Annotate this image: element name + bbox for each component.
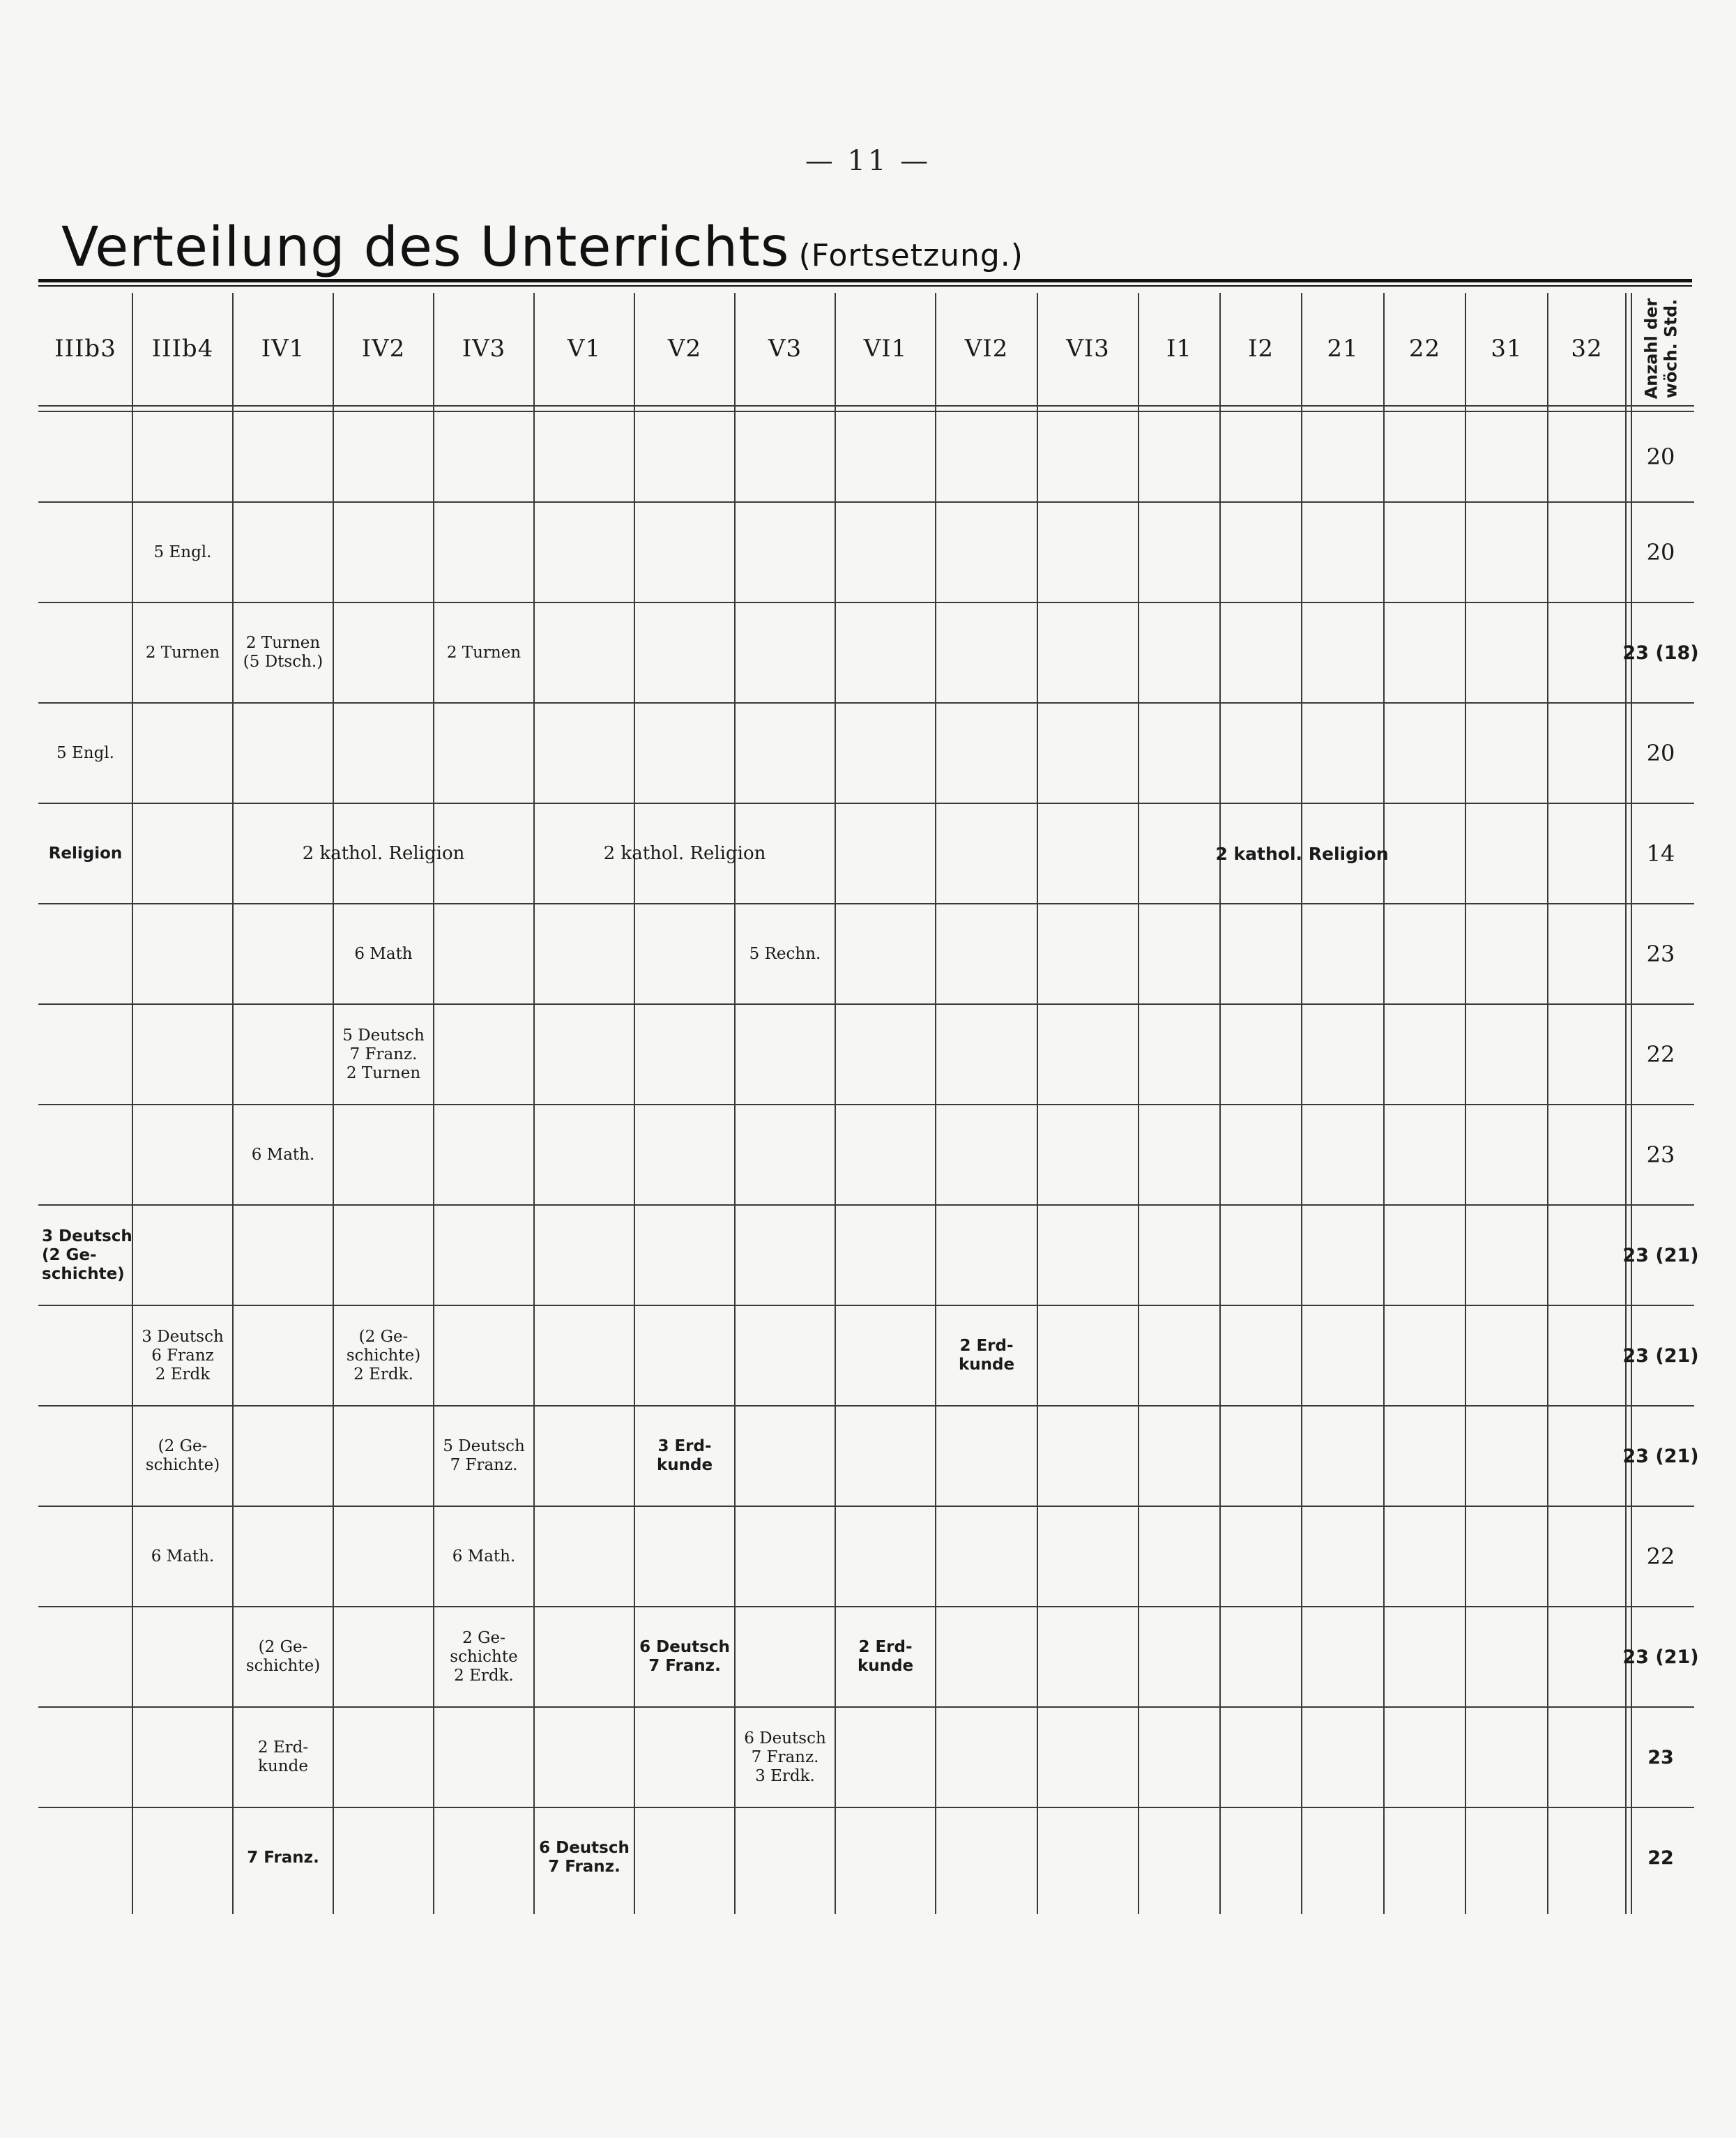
- row-total: 23 (21): [1622, 1445, 1699, 1467]
- title-rule-thin: [38, 285, 1692, 287]
- table-cell: 2 kathol. Religion: [1215, 843, 1389, 864]
- col-header-total-label: Anzahl der wöch. Std.: [1641, 298, 1681, 400]
- table-cell: 2 Turnen: [446, 643, 521, 662]
- title-rule-thick: [38, 279, 1692, 282]
- col-header-total: [1633, 293, 1689, 404]
- row-total: 20: [1646, 443, 1675, 470]
- row-total: 22: [1646, 1041, 1675, 1068]
- table-cell: 6 Math.: [151, 1547, 215, 1565]
- page-title: [61, 216, 1023, 279]
- table-cell: 2 Erd- kunde: [958, 1337, 1015, 1374]
- col-header: IIIb3: [54, 335, 116, 363]
- col-header: VI2: [964, 335, 1009, 363]
- col-header: V3: [768, 335, 802, 363]
- row-total: 23 (21): [1622, 1244, 1699, 1266]
- col-header: IIIb4: [151, 335, 214, 363]
- col-header: IV3: [462, 335, 506, 363]
- page-number: — 11 —: [805, 145, 931, 177]
- col-header: I2: [1247, 335, 1274, 363]
- table-cell: 5 Deutsch 7 Franz. 2 Turnen: [342, 1026, 425, 1082]
- table-cell: 6 Deutsch 7 Franz.: [539, 1839, 630, 1876]
- table-cell: 3 Deutsch (2 Ge- schichte): [42, 1227, 132, 1283]
- table-cell: 5 Deutsch 7 Franz.: [443, 1437, 525, 1474]
- table-cell: 5 Engl.: [153, 543, 212, 561]
- table-cell: 3 Deutsch 6 Franz 2 Erdk: [142, 1327, 224, 1383]
- table-cell: 6 Math.: [452, 1547, 516, 1565]
- title-subtitle: (Fortsetzung.): [798, 238, 1023, 273]
- table-cell: 2 kathol. Religion: [603, 842, 766, 864]
- table-cell: 6 Deutsch 7 Franz.: [639, 1638, 730, 1675]
- table-cell: 2 Erd- kunde: [857, 1638, 914, 1675]
- row-total: 14: [1646, 840, 1675, 867]
- row-total: 20: [1646, 539, 1675, 566]
- row-total: 23 (21): [1622, 1344, 1699, 1367]
- table-cell: 2 Erd- kunde: [257, 1738, 309, 1775]
- col-header: I1: [1166, 335, 1193, 363]
- col-header: 31: [1491, 335, 1523, 363]
- col-header: V2: [667, 335, 702, 363]
- table-cell: 2 kathol. Religion: [302, 842, 465, 864]
- col-header: 32: [1571, 335, 1603, 363]
- row-total: 23: [1647, 1746, 1674, 1768]
- table-cell: 2 Turnen: [145, 643, 220, 662]
- row-total: 22: [1647, 1847, 1674, 1869]
- table-cell: (2 Ge- schichte) 2 Erdk.: [346, 1327, 421, 1383]
- col-header: 21: [1327, 335, 1359, 363]
- table-cell: 2 Ge- schichte 2 Erdk.: [450, 1628, 518, 1685]
- row-total: 22: [1646, 1543, 1675, 1570]
- col-header: IV2: [361, 335, 406, 363]
- table-cell: 7 Franz.: [247, 1848, 319, 1867]
- title-main: Verteilung des Unterrichts: [61, 216, 790, 279]
- table-cell: 3 Erd- kunde: [656, 1437, 713, 1474]
- table-cell: 6 Deutsch 7 Franz. 3 Erdk.: [744, 1729, 826, 1785]
- table-cell: 5 Rechn.: [749, 944, 821, 963]
- table-cell: 2 Turnen (5 Dtsch.): [243, 634, 323, 671]
- table-cell: (2 Ge- schichte): [145, 1437, 220, 1474]
- table-cell: (2 Ge- schichte): [245, 1638, 321, 1675]
- col-header: V1: [567, 335, 602, 363]
- row-total: 23: [1646, 941, 1675, 967]
- col-header: VI1: [863, 335, 908, 363]
- table-cell: 5 Engl.: [56, 743, 114, 762]
- col-header: IV1: [261, 335, 305, 363]
- col-header: 22: [1408, 335, 1441, 363]
- row-total: 23: [1646, 1142, 1675, 1168]
- row-total: 20: [1646, 740, 1675, 766]
- table-cell: 6 Math: [354, 944, 413, 963]
- row-total: 23 (18): [1622, 642, 1699, 664]
- table-cell: Religion: [48, 844, 123, 863]
- table-cell: 6 Math.: [251, 1145, 315, 1164]
- row-total: 23 (21): [1622, 1646, 1699, 1668]
- col-header: VI3: [1066, 335, 1110, 363]
